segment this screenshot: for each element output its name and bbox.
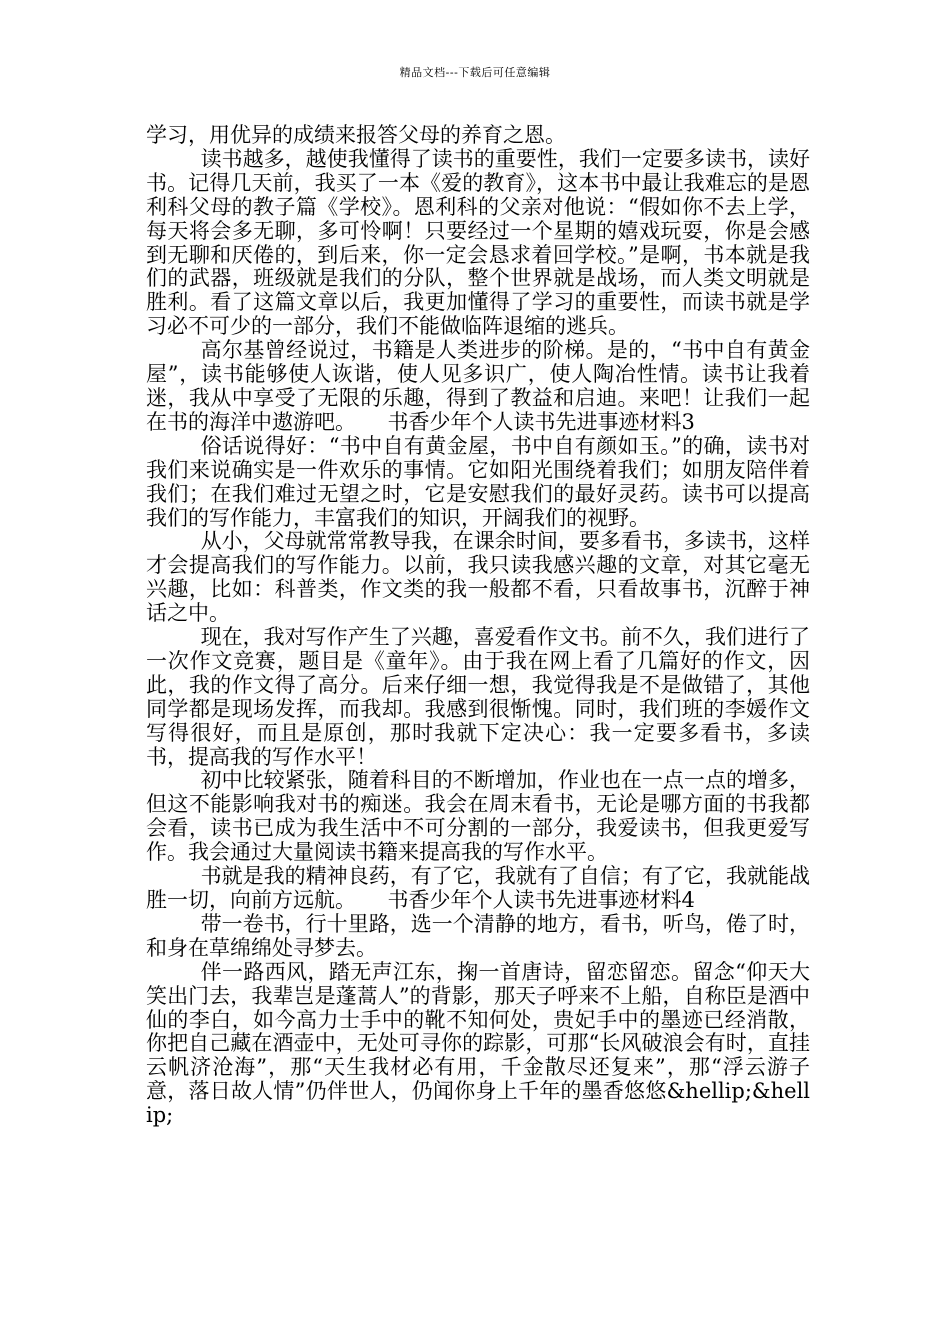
paragraph-5: 从小，父母就常常教导我，在课余时间，要多看书，多读书，这样才会提高我们的写作能力。以前，我只读我感兴趣的文章，对其它毫无兴趣，比如：科普类，作文类的我一般都不看，只看故事书，沉醉于神话之中。 xyxy=(146,529,810,626)
paragraph-2: 读书越多，越使我懂得了读书的重要性，我们一定要多读书，读好书。记得几天前，我买了一本《爱的教育》，这本书中最让我难忘的是恩利科父母的教子篇《学校》。恩利科的父亲对他说：“假如你不去上学，每天将会多无聊，多可怜啊！只要经过一个星期的嬉戏玩耍，你是会感到无聊和厌倦的，到后来，你一定会恳求着回学校。”是啊，书本就是我们的武器，班级就是我们的分队，整个世界就是战场，而人类文明就是胜利。看了这篇文章以后，我更加懂得了学习的重要性，而读书就是学习必不可少的一部分，我们不能做临阵退缩的逃兵。 xyxy=(146,146,810,339)
paragraph-3: 高尔基曾经说过，书籍是人类进步的阶梯。是的，“书中自有黄金屋”，读书能够使人诙谐，使人见多识广，使人陶冶性情。读书让我着迷，我从中享受了无限的乐趣，得到了教益和启迪。来吧！让我们一起在书的海洋中遨游吧。 书香少年个人读书先进事迹材料3 xyxy=(146,338,810,434)
paragraph-10: 伴一路西风，踏无声江东，掬一首唐诗，留恋留恋。留念“仰天大笑出门去，我辈岂是蓬蒿人”的背影，那天子呼来不上船，自称臣是酒中仙的李白，如今高力士手中的靴不知何处，贵妃手中的墨迹已经消散，你把自己藏在酒壶中，无处可寻你的踪影，可那“长风破浪会有时，直挂云帆济沧海”，那“天生我材必有用，千金散尽还复来”，那“浮云游子意，落日故人情”仍伴世人，仍闻你身上千年的墨香悠悠&hellip;&hellip; xyxy=(146,959,810,1128)
paragraph-4: 俗话说得好：“书中自有黄金屋，书中自有颜如玉。”的确，读书对我们来说确实是一件欢乐的事情。它如阳光围绕着我们；如朋友陪伴着我们；在我们难过无望之时，它是安慰我们的最好灵药。读书可以提高我们的写作能力，丰富我们的知识，开阔我们的视野。 xyxy=(146,433,810,530)
paragraph-8: 书就是我的精神良药，有了它，我就有了自信；有了它，我就能战胜一切，向前方远航。 书香少年个人读书先进事迹材料4 xyxy=(146,864,810,912)
paragraph-6: 现在，我对写作产生了兴趣，喜爱看作文书。前不久，我们进行了一次作文竞赛，题目是《童年》。由于我在网上看了几篇好的作文，因此，我的作文得了高分。后来仔细一想，我觉得我是不是做错了，其他同学都是现场发挥，而我却。我感到很惭愧。同时，我们班的李媛作文写得很好，而且是原创，那时我就下定决心：我一定要多看书，多读书，提高我的写作水平！ xyxy=(146,625,810,769)
document-body xyxy=(146,124,810,1128)
paragraph-9: 带一卷书，行十里路，选一个清静的地方，看书，听鸟，倦了时，和身在草绵绵处寻梦去。 xyxy=(146,911,810,960)
paragraph-1: 学习，用优异的成绩来报答父母的养育之恩。 xyxy=(146,123,566,147)
paragraph-7: 初中比较紧张，随着科目的不断增加，作业也在一点一点的增多，但这不能影响我对书的痴迷。我会在周末看书，无论是哪方面的书我都会看，读书已成为我生活中不可分割的一部分，我爱读书，但我更爱写作。我会通过大量阅读书籍来提高我的写作水平。 xyxy=(146,768,810,865)
page-header: 精品文档---下载后可任意编辑 xyxy=(399,66,551,79)
